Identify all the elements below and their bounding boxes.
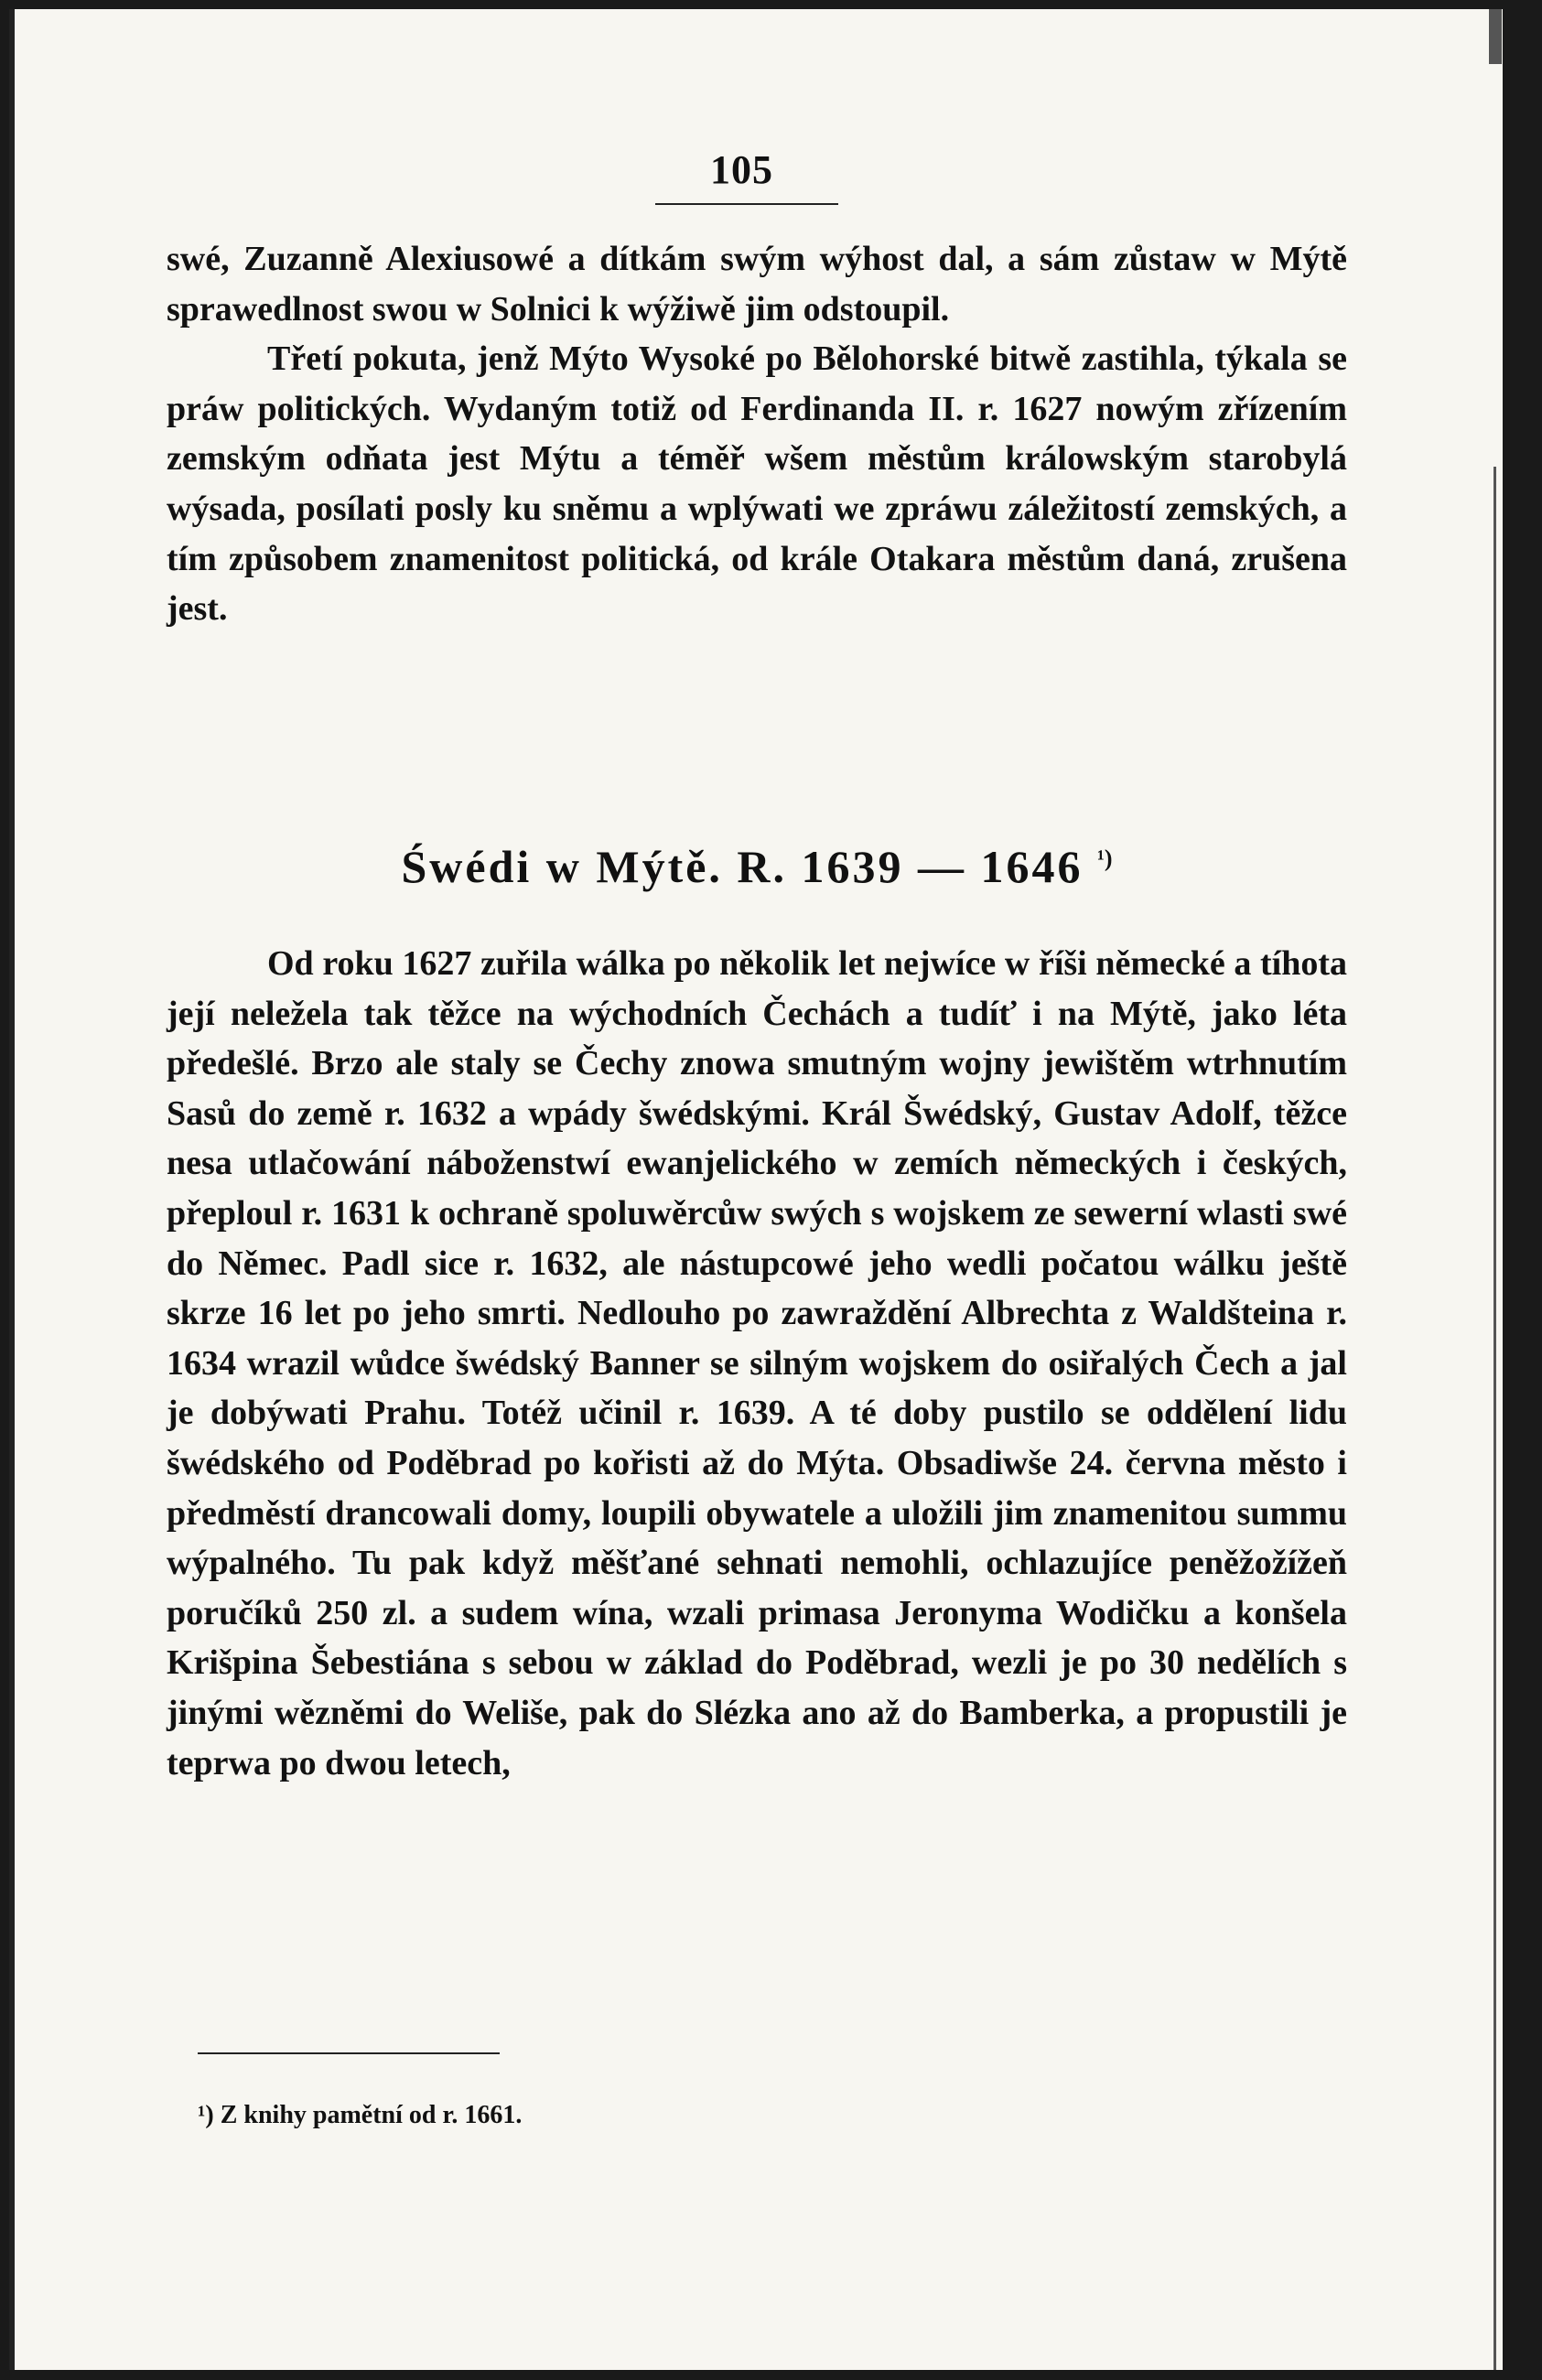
body-text — [167, 939, 1347, 1788]
intro-text — [167, 234, 1347, 634]
binding-mark — [1493, 467, 1496, 2370]
paragraph-third-penalty: Třetí pokuta, jenž Mýto Wysoké po Bělohorské bitwě zastihla, týkala se práw politických. Wydaným totiž od Ferdinanda II. r. 1627 nowým zřízením zemským odňata jest Mýtu a téměř wšem městům králowským starobylá wýsada, posílati posly ku sněmu a wplýwati we zpráwu záležitostí zemských, a tím způsobem znamenitost politická, od krále Otakara městům daná, zrušena jest. — [167, 339, 1347, 629]
page-number: 105 — [710, 147, 773, 192]
section-heading — [167, 840, 1347, 893]
footnote: ¹) Z knihy pamětní od r. 1661. — [198, 2101, 523, 2129]
footnote-rule — [198, 2052, 500, 2054]
binding-mark — [1489, 9, 1502, 64]
paragraph-continuation: swé, Zuzanně Alexiusowé a dítkám swým wýhost dal, a sám zůstaw w Mýtě sprawedlnost swou w Solnici k wýžiwě jim odstoupil. — [167, 240, 1347, 328]
section-heading-text: Śwédi w Mýtě. R. 1639 — 1646 — [401, 841, 1084, 892]
book-page — [9, 9, 1503, 2370]
header-rule — [655, 203, 838, 205]
paragraph-war: Od roku 1627 zuřila wálka po několik let nejwíce w říši německé a tíhota její neležela tak těžce na wýchodních Čechách a tudíť i na Mýtě, jako léta předešlé. Brzo ale staly se Čechy znowa smutným wojny jewištěm wtrhnutím Sasů do země r. 1632 a wpády šwédskými. Král Šwédský, Gustav Adolf, těžce nesa utlačowání náboženstwí ewanjelického w zemích německých i českých, přeploul r. 1631 k ochraně spoluwěrcůw swých s wojskem ze sewerní wlasti swé do Němec. Padl sice r. 1632, ale nástupcowé jeho wedli počatou wálku ještě skrze 16 let po jeho smrti. Nedlouho po zawraždění Albrechta z Waldšteina r. 1634 wrazil wůdce šwédský Banner se silným wojskem do osiřalých Čech a jal je dobýwati Prahu. Totéž učinil r. 1639. A té doby pustilo se oddělení lidu šwédského od Poděbrad po kořisti až do Mýta. Obsadiwše 24. června město i předměstí drancowali domy, loupili obywatele a uložili jim znamenitou summu wýpalného. Tu pak když měšťané sehnati nemohli, ochlazujíce peněžožížeň poručíků 250 zl. a sudem wína, wzali primasa Jeronyma Wodičku a konšela Krišpina Šebestiána s sebou w základ do Poděbrad, wezli je po 30 nedělích s jinými wězněmi do Weliše, pak do Slézka ano až do Bamberka, a propustili je teprwa po dwou letech, — [167, 944, 1347, 1782]
footnote-ref: ¹) — [1097, 845, 1113, 872]
